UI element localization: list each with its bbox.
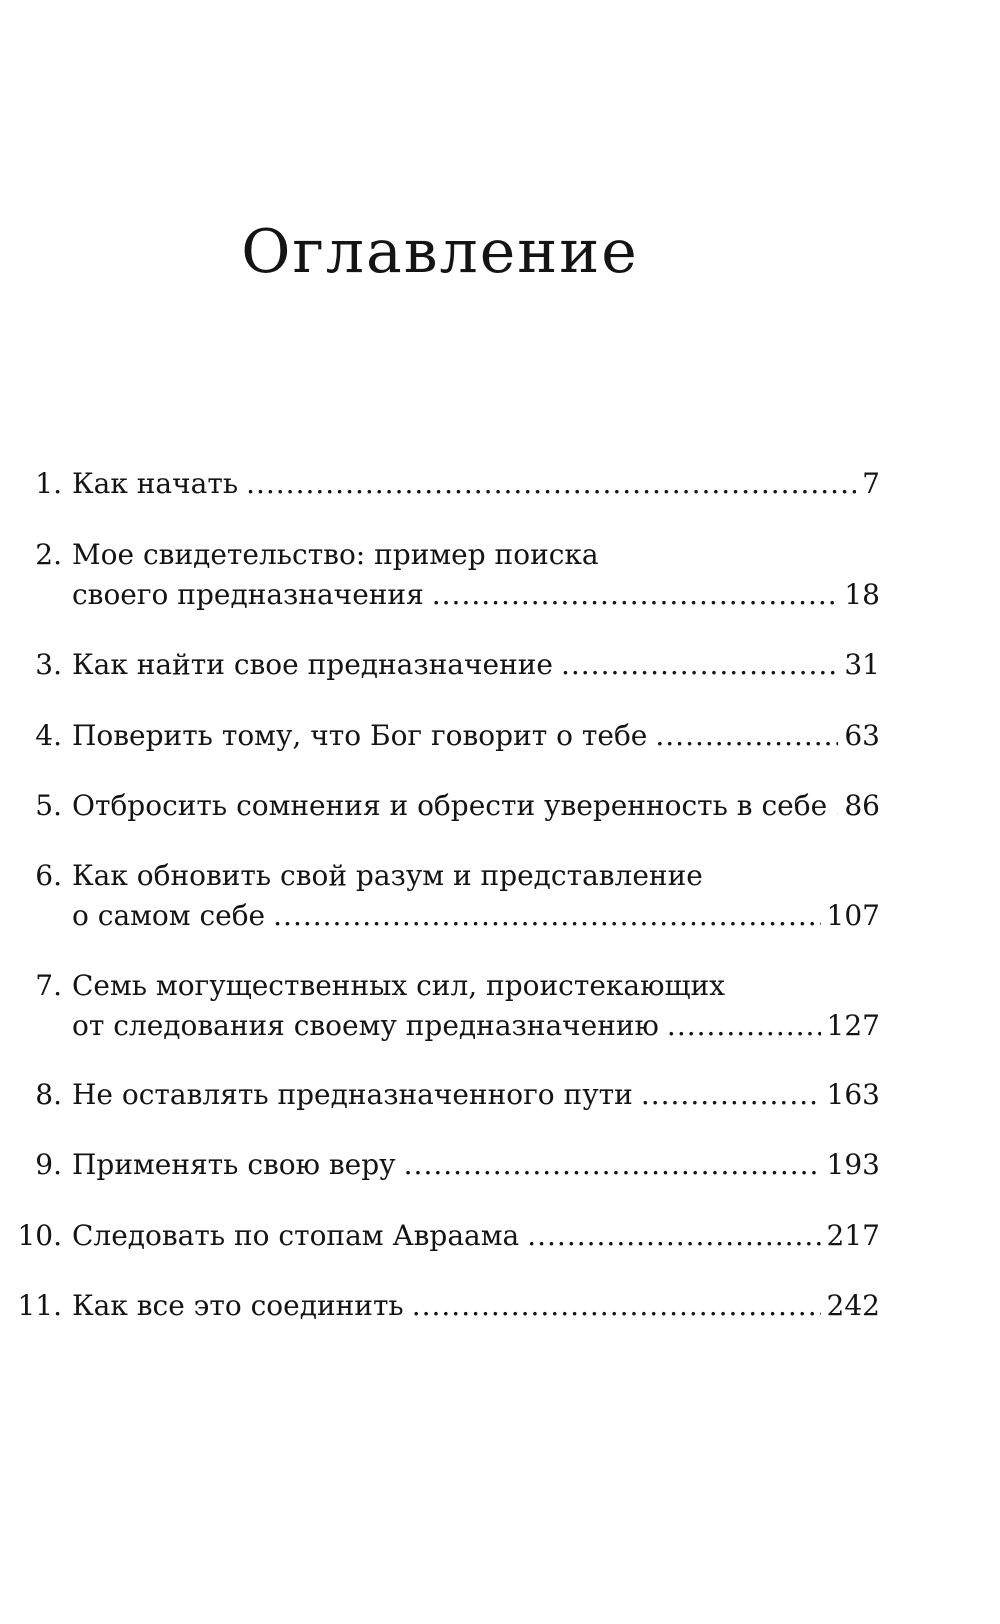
entry-title: Отбросить сомнения и обрести уверенность в себе — [72, 789, 828, 822]
entry-number: 8. — [35, 1078, 62, 1111]
entry-line — [72, 1145, 880, 1185]
entry-number: 1. — [35, 467, 62, 500]
entry-title: Как обновить свой разум и представление — [72, 859, 703, 892]
entry-page-number: 163 — [826, 1078, 880, 1111]
entry-title-continued: от следования своему предназначению — [72, 1009, 659, 1042]
entry-line — [72, 575, 880, 615]
entry-number: 2. — [35, 538, 62, 571]
entry-number: 3. — [35, 648, 62, 681]
entry-line — [72, 1075, 880, 1115]
entry-line — [72, 966, 880, 1006]
entry-line — [72, 464, 880, 504]
dot-leader — [561, 645, 838, 685]
page-title: Оглавление — [241, 217, 639, 287]
entry-line — [72, 856, 880, 896]
entry-page-number: 63 — [844, 719, 880, 752]
entry-title: Как все это соединить — [72, 1289, 404, 1322]
dot-leader — [412, 1286, 821, 1326]
entry-number: 9. — [35, 1148, 62, 1181]
entry-line — [72, 1216, 880, 1256]
entry-page-number: 217 — [826, 1219, 880, 1252]
entry-page-number: 86 — [844, 789, 880, 822]
entry-title: Не оставлять предназначенного пути — [72, 1078, 633, 1111]
entry-title: Применять свою веру — [72, 1148, 396, 1181]
entry-title-continued: своего предназначения — [72, 578, 424, 611]
entry-title-continued: о самом себе — [72, 899, 266, 932]
entry-page-number: 127 — [826, 1009, 880, 1042]
dot-leader — [404, 1145, 821, 1185]
entry-number: 11. — [17, 1289, 62, 1322]
entry-line — [72, 786, 880, 826]
dot-leader — [246, 464, 856, 504]
entry-title: Следовать по стопам Авраама — [72, 1219, 520, 1252]
entry-line — [72, 716, 880, 756]
entry-title: Мое свидетельство: пример поиска — [72, 538, 599, 571]
entry-page-number: 31 — [844, 648, 880, 681]
entry-line — [72, 1006, 880, 1046]
entry-title: Семь могущественных сил, проистекающих — [72, 969, 725, 1002]
dot-leader — [835, 786, 838, 826]
dot-leader — [667, 1006, 821, 1046]
entry-page-number: 193 — [826, 1148, 880, 1181]
entry-page-number: 242 — [826, 1289, 880, 1322]
dot-leader — [641, 1075, 821, 1115]
entry-number: 6. — [35, 859, 62, 892]
entry-page-number: 7 — [862, 467, 880, 500]
dot-leader — [432, 575, 839, 615]
entry-line — [72, 1286, 880, 1326]
entry-title: Как начать — [72, 467, 239, 500]
dot-leader — [527, 1216, 820, 1256]
dot-leader — [655, 716, 838, 756]
entry-line — [72, 535, 880, 575]
entry-number: 5. — [35, 789, 62, 822]
entry-page-number: 18 — [844, 578, 880, 611]
entry-number: 10. — [17, 1219, 62, 1252]
entry-line — [72, 645, 880, 685]
dot-leader — [273, 896, 820, 936]
entry-title: Как найти свое предназначение — [72, 648, 553, 681]
entry-page-number: 107 — [826, 899, 880, 932]
entry-line — [72, 896, 880, 936]
entry-number: 7. — [35, 969, 62, 1002]
entry-number: 4. — [35, 719, 62, 752]
entry-title: Поверить тому, что Бог говорит о тебе — [72, 719, 648, 752]
